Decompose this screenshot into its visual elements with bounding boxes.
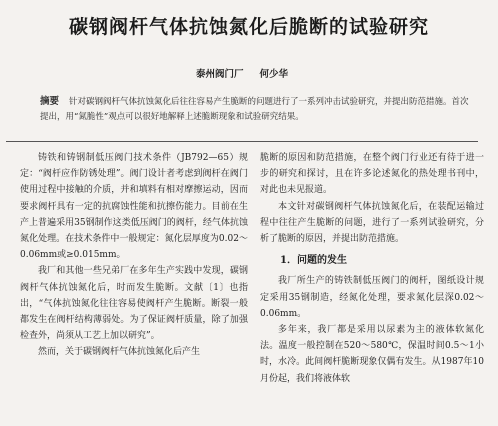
- affiliation: 泰州阀门厂: [196, 69, 244, 80]
- body-paragraph: 多年来，我厂都是采用以尿素为主的液体软氮化法。温度一般控制在520～580℃，保温时间0.5～1小时，水冷。此间阀杆脆断现象仅偶有发生。从1987年10月份起，我们将液体软: [260, 325, 484, 384]
- author-name: 何少华: [259, 69, 289, 80]
- body-paragraph: 我厂所生产的铸铁制低压阀门的阀杆，图纸设计规定采用35钢制造，经氮化处理，要求氮化层深0.02～0.06mm。: [260, 276, 484, 319]
- right-column: [260, 150, 484, 387]
- byline: [196, 66, 288, 80]
- paper-title: 碳钢阀杆气体抗蚀氮化后脆断的试验研究: [68, 16, 429, 38]
- body-paragraph: 本文针对碳钢阀杆气体抗蚀氮化后，在装配运输过程中往往产生脆断的问题，进行了一系列试验研究，分析了脆断的原因，并提出防范措施。: [260, 201, 484, 245]
- abstract-label: 摘要: [40, 96, 60, 107]
- body-paragraph: 铸铁和铸钢制低压阀门技术条件（JB792—65）规定：“阀杆应作防锈处理”。阀门设计者考虑到阀杆在阀门使用过程中接触的介质，并和填料有相对摩擦运动，因而要求阀杆具有一定的抗腐蚀性能和抗擦伤能力。目前在生产上普遍采用35钢制作这类低压阀门的阀杆，经气体抗蚀氮化处理。在技术条件中一般规定：氮化层厚度为0.02～0.06mm或≥0.015mm。: [20, 153, 248, 261]
- abstract: [40, 94, 470, 125]
- section-heading: 1．问题的发生: [280, 255, 347, 267]
- divider: [6, 141, 478, 142]
- body-paragraph: 然而，关于碳钢阀杆气体抗蚀氮化后产生: [38, 347, 201, 358]
- abstract-text: 针对碳钢阀杆气体抗蚀氮化后往往容易产生脆断的问题进行了一系列冲击试验研究，并提出防范措施。首次提出，用“氮脆性”观点可以很好地解释上述脆断现象和试验研究结果。: [40, 97, 469, 122]
- left-column: [20, 150, 248, 361]
- body-paragraph: 脆断的原因和防范措施，在整个阀门行业还有待于进一步的研究和探讨，且在许多论述氮化的热处理书刊中，对此也未见报道。: [260, 153, 484, 196]
- body-paragraph: 我厂和其他一些兄弟厂在多年生产实践中发现，碳钢阀杆气体抗蚀氮化后，时而发生脆断。文献〔1〕也指出，“气体抗蚀氮化往往容易使阀杆产生脆断。断裂一般都发生在阀杆结构薄弱处。为了保证阀杆质量，除了加强检查外，尚须从工艺上加以研究”。: [20, 266, 248, 342]
